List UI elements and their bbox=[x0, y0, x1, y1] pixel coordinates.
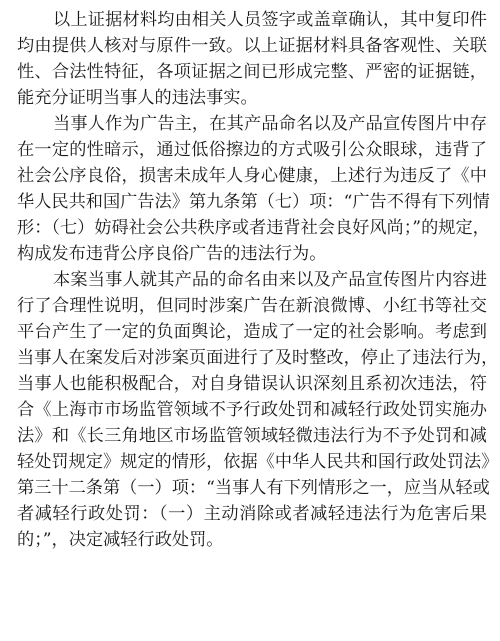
document-body bbox=[17, 7, 499, 553]
text-line: 平台产生了一定的负面舆论，造成了一定的社会影响。考虑到 bbox=[17, 322, 487, 342]
text-line: 华人民共和国广告法》第九条第（七）项：“广告不得有下列情 bbox=[17, 192, 490, 212]
text-line: 在一定的性暗示，通过低俗擦边的方式吸引公众眼球，违背了 bbox=[17, 140, 487, 160]
text-line: 行了合理性说明，但同时涉案广告在新浪微博、小红书等社交 bbox=[17, 296, 487, 316]
text-line: 以上证据材料均由相关人员签字或盖章确认，其中复印件 bbox=[53, 10, 487, 30]
text-line: 均由提供人核对与原件一致。以上证据材料具备客观性、关联 bbox=[17, 36, 487, 56]
text-line: 合《上海市市场监管领域不予行政处罚和减轻行政处罚实施办 bbox=[17, 400, 487, 420]
text-line: 性、合法性特征，各项证据之间已形成完整、严密的证据链， bbox=[17, 62, 487, 82]
text-line: 社会公序良俗，损害未成年人身心健康，上述行为违反了《中 bbox=[17, 166, 487, 186]
text-line: 本案当事人就其产品的命名由来以及产品宣传图片内容进 bbox=[53, 270, 487, 290]
text-line: 当事人也能积极配合，对自身错误认识深刻且系初次违法，符 bbox=[17, 374, 487, 394]
text-line: 轻处罚规定》规定的情形，依据《中华人民共和国行政处罚法》 bbox=[17, 452, 499, 472]
paragraph-violation bbox=[17, 111, 490, 267]
text-line: 形：（七）妨碍社会公共秩序或者违背社会良好风尚；”的规定， bbox=[17, 218, 490, 238]
text-line: 构成发布违背公序良俗广告的违法行为。 bbox=[17, 244, 327, 264]
text-line: 的；”，决定减轻行政处罚。 bbox=[17, 530, 224, 550]
paragraph-evidence bbox=[17, 7, 487, 111]
text-line: 能充分证明当事人的违法事实。 bbox=[17, 88, 258, 108]
paragraph-decision bbox=[17, 267, 499, 553]
text-line: 当事人作为广告主，在其产品命名以及产品宣传图片中存 bbox=[53, 114, 487, 134]
text-line: 第三十二条第（一）项：“当事人有下列情形之一，应当从轻或 bbox=[17, 478, 490, 498]
text-line: 者减轻行政处罚：（一）主动消除或者减轻违法行为危害后果 bbox=[17, 504, 487, 524]
text-line: 当事人在案发后对涉案页面进行了及时整改，停止了违法行为， bbox=[17, 348, 499, 368]
text-line: 法》和《长三角地区市场监管领域轻微违法行为不予处罚和减 bbox=[17, 426, 487, 446]
